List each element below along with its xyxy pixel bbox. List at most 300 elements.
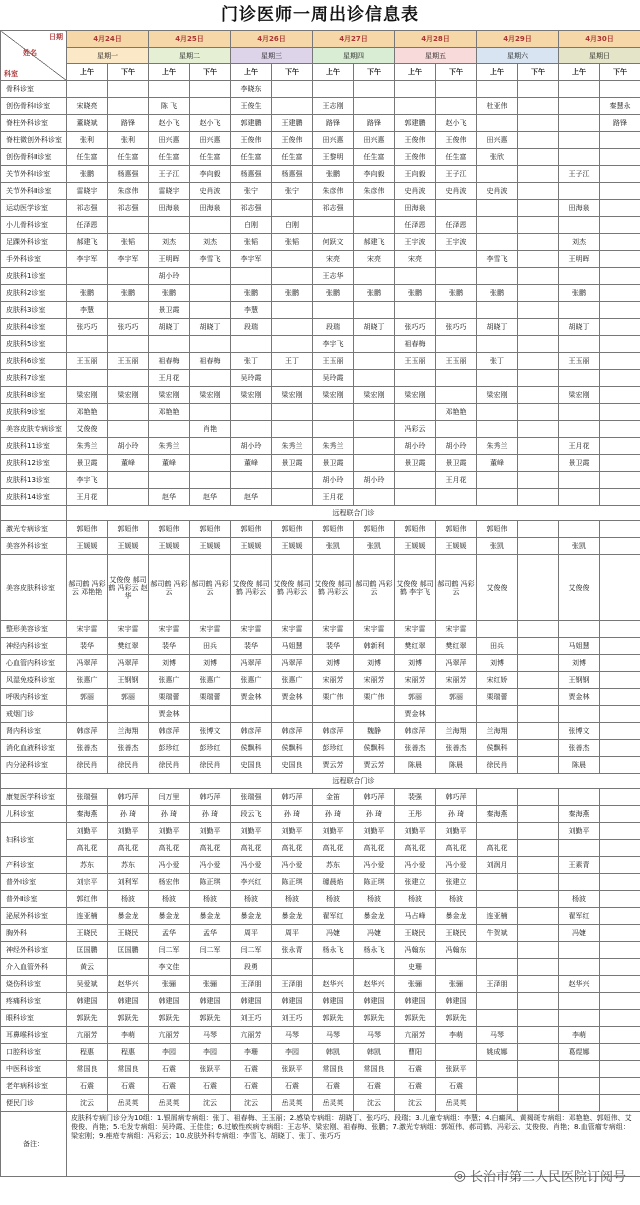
doctor-cell: 李园 <box>190 1044 231 1061</box>
doctor-cell: 孙 琦 <box>436 806 477 823</box>
doctor-cell: 冯翠萍 <box>67 655 108 672</box>
doctor-cell: 田兴惠 <box>313 132 354 149</box>
doctor-cell: 贾金林 <box>559 689 600 706</box>
doctor-cell: 马姐慧 <box>272 638 313 655</box>
doctor-cell: 郭跃先 <box>313 1010 354 1027</box>
doctor-cell: 宋红娇 <box>477 672 518 689</box>
doctor-cell: 张善杰 <box>67 740 108 757</box>
date-cell: 4月24日 <box>67 31 149 48</box>
doctor-cell <box>600 857 640 874</box>
weekday-cell: 星期三 <box>231 48 313 64</box>
doctor-cell: 田兴惠 <box>354 132 395 149</box>
table-row <box>1 1044 640 1061</box>
doctor-cell: 张鹏 <box>149 285 190 302</box>
doctor-cell <box>477 1078 518 1095</box>
doctor-cell: 张鹏 <box>477 285 518 302</box>
doctor-cell <box>190 455 231 472</box>
doctor-cell <box>190 706 231 723</box>
doctor-cell: 梁宏刚 <box>395 387 436 404</box>
dept-name: 骨科诊室 <box>1 81 67 98</box>
table-row <box>1 638 640 655</box>
doctor-cell: 王媛媛 <box>67 538 108 555</box>
doctor-cell <box>436 336 477 353</box>
doctor-cell: 高礼花 <box>477 840 518 857</box>
doctor-cell: 王黎明 <box>313 149 354 166</box>
doctor-cell <box>190 285 231 302</box>
doctor-cell: 郭姮伟 <box>149 521 190 538</box>
table-row <box>1 489 640 506</box>
doctor-cell: 路锋 <box>108 115 149 132</box>
doctor-cell: 梁宏刚 <box>354 387 395 404</box>
doctor-cell: 郝建飞 <box>354 234 395 251</box>
doctor-cell: 杨永飞 <box>354 942 395 959</box>
doctor-cell: 景卫霞 <box>149 302 190 319</box>
doctor-cell <box>518 925 559 942</box>
doctor-cell: 刘勤平 <box>354 823 395 840</box>
dept-name: 皮肤科9诊室 <box>1 404 67 421</box>
dept-name: 疼痛科诊室 <box>1 993 67 1010</box>
doctor-cell: 张凯 <box>313 538 354 555</box>
doctor-cell: 祁志强 <box>67 200 108 217</box>
doctor-cell: 任生富 <box>231 149 272 166</box>
doctor-cell: 杨永飞 <box>313 942 354 959</box>
doctor-cell <box>149 472 190 489</box>
doctor-cell: 吴玲霞 <box>313 370 354 387</box>
doctor-cell: 梁宏刚 <box>67 387 108 404</box>
doctor-cell: 高礼花 <box>272 840 313 857</box>
doctor-cell: 朱秀兰 <box>313 438 354 455</box>
doctor-cell: 王玉丽 <box>108 353 149 370</box>
doctor-cell <box>518 1044 559 1061</box>
doctor-cell: 王宇波 <box>395 234 436 251</box>
doctor-cell <box>600 672 640 689</box>
date-cell: 4月27日 <box>313 31 395 48</box>
doctor-cell <box>600 268 640 285</box>
doctor-cell <box>559 1061 600 1078</box>
doctor-cell: 张巧巧 <box>395 319 436 336</box>
doctor-cell: 郭红伟 <box>67 891 108 908</box>
doctor-cell: 景卫霞 <box>67 455 108 472</box>
doctor-cell: 吴爱斌 <box>67 976 108 993</box>
doctor-cell: 任生富 <box>436 149 477 166</box>
doctor-cell: 暴金龙 <box>190 908 231 925</box>
doctor-cell <box>354 489 395 506</box>
doctor-cell: 郭丽 <box>436 689 477 706</box>
doctor-cell: 李园 <box>149 1044 190 1061</box>
dept-name: 中医科诊室 <box>1 1061 67 1078</box>
doctor-cell: 连亚楠 <box>67 908 108 925</box>
doctor-cell: 王媛媛 <box>108 538 149 555</box>
doctor-cell: 高礼花 <box>313 840 354 857</box>
doctor-cell <box>559 183 600 200</box>
doctor-cell: 马琴 <box>313 1027 354 1044</box>
doctor-cell: 胡晓丁 <box>559 319 600 336</box>
doctor-cell: 郭姮伟 <box>313 521 354 538</box>
doctor-cell: 刘宗平 <box>67 874 108 891</box>
doctor-cell <box>149 336 190 353</box>
doctor-cell <box>600 976 640 993</box>
doctor-cell <box>313 404 354 421</box>
doctor-cell: 王子江 <box>559 166 600 183</box>
doctor-cell <box>559 115 600 132</box>
doctor-cell: 艾俊俊 <box>559 555 600 621</box>
doctor-cell: 路锋 <box>313 115 354 132</box>
table-row <box>1 655 640 672</box>
doctor-cell: 栗瑞蕾 <box>149 689 190 706</box>
doctor-cell <box>559 472 600 489</box>
doctor-cell <box>518 336 559 353</box>
doctor-cell <box>395 98 436 115</box>
doctor-cell: 景卫霞 <box>395 455 436 472</box>
doctor-cell: 刘勤平 <box>395 823 436 840</box>
table-row <box>1 166 640 183</box>
doctor-cell: 王晓民 <box>108 925 149 942</box>
doctor-cell <box>313 421 354 438</box>
doctor-cell: 陈晨 <box>559 757 600 774</box>
doctor-cell: 李向毅 <box>190 166 231 183</box>
doctor-cell <box>559 268 600 285</box>
doctor-cell: 肖艳 <box>190 421 231 438</box>
doctor-cell: 王月花 <box>313 489 354 506</box>
doctor-cell: 景卫霞 <box>272 455 313 472</box>
doctor-cell <box>518 115 559 132</box>
doctor-cell <box>477 336 518 353</box>
doctor-cell: 张善杰 <box>108 740 149 757</box>
am-header: 上午 <box>313 64 354 81</box>
doctor-cell: 张骊 <box>190 976 231 993</box>
doctor-cell: 张鹏 <box>67 285 108 302</box>
doctor-cell: 张宁 <box>272 183 313 200</box>
doctor-cell <box>518 976 559 993</box>
doctor-cell: 韩凯 <box>313 1044 354 1061</box>
doctor-cell: 王月花 <box>67 489 108 506</box>
table-row <box>1 1095 640 1112</box>
doctor-cell: 李兴红 <box>231 874 272 891</box>
doctor-cell <box>518 942 559 959</box>
dept-name: 耳鼻喉科诊室 <box>1 1027 67 1044</box>
schedule-table <box>0 30 640 1177</box>
doctor-cell: 李慧 <box>231 302 272 319</box>
doctor-cell: 秦海燕 <box>559 806 600 823</box>
doctor-cell: 王媛媛 <box>395 538 436 555</box>
doctor-cell: 李宇军 <box>108 251 149 268</box>
doctor-cell <box>600 404 640 421</box>
doctor-cell <box>272 319 313 336</box>
doctor-cell: 梁宏刚 <box>559 387 600 404</box>
doctor-cell <box>600 1010 640 1027</box>
doctor-cell: 王媛媛 <box>272 538 313 555</box>
doctor-cell: 石震 <box>67 1078 108 1095</box>
doctor-cell: 贾金林 <box>395 706 436 723</box>
doctor-cell: 田兴惠 <box>477 132 518 149</box>
table-row <box>1 538 640 555</box>
doctor-cell: 李宇飞 <box>313 336 354 353</box>
doctor-cell <box>518 1010 559 1027</box>
doctor-cell: 刘王巧 <box>231 1010 272 1027</box>
doctor-cell: 冯彩云 <box>395 421 436 438</box>
dept-name: 激光专病诊室 <box>1 521 67 538</box>
doctor-cell: 张巧巧 <box>108 319 149 336</box>
doctor-cell: 梁宏刚 <box>477 387 518 404</box>
table-row <box>1 268 640 285</box>
doctor-cell <box>518 538 559 555</box>
doctor-cell: 裴华 <box>231 638 272 655</box>
doctor-cell <box>436 959 477 976</box>
doctor-cell: 周平 <box>272 925 313 942</box>
doctor-cell <box>518 200 559 217</box>
doctor-cell: 郭姮伟 <box>272 521 313 538</box>
doctor-cell: 冯小爱 <box>395 857 436 874</box>
doctor-cell: 张博文 <box>559 723 600 740</box>
doctor-cell <box>518 472 559 489</box>
doctor-cell <box>313 959 354 976</box>
doctor-cell <box>600 251 640 268</box>
doctor-cell: 匡国鹏 <box>108 942 149 959</box>
dept-name: 皮肤科12诊室 <box>1 455 67 472</box>
doctor-cell: 翟军红 <box>313 908 354 925</box>
doctor-cell <box>272 706 313 723</box>
doctor-cell <box>518 98 559 115</box>
doctor-cell: 马占峰 <box>395 908 436 925</box>
doctor-cell <box>108 489 149 506</box>
doctor-cell: 郝司鹤 冯彩云 邓艳艳 <box>67 555 108 621</box>
doctor-cell: 岳灵英 <box>149 1095 190 1112</box>
doctor-cell: 常国良 <box>313 1061 354 1078</box>
doctor-cell: 张利 <box>108 132 149 149</box>
doctor-cell: 曹阳 <box>395 1044 436 1061</box>
doctor-cell <box>518 621 559 638</box>
doctor-cell <box>108 706 149 723</box>
doctor-cell: 吴玲霞 <box>231 370 272 387</box>
doctor-cell: 韩彦萍 <box>395 723 436 740</box>
doctor-cell <box>354 438 395 455</box>
doctor-cell: 王俊伟 <box>272 132 313 149</box>
doctor-cell: 李向毅 <box>354 166 395 183</box>
am-header: 上午 <box>231 64 272 81</box>
am-header: 上午 <box>149 64 190 81</box>
doctor-cell <box>518 404 559 421</box>
doctor-cell: 亢丽芳 <box>231 1027 272 1044</box>
doctor-cell: 刘博 <box>395 655 436 672</box>
dept-name: 皮肤科1诊室 <box>1 268 67 285</box>
doctor-cell <box>600 993 640 1010</box>
doctor-cell: 石震 <box>149 1061 190 1078</box>
doctor-cell <box>518 1061 559 1078</box>
doctor-cell: 胡晓丁 <box>149 319 190 336</box>
doctor-cell <box>272 472 313 489</box>
doctor-cell: 赵华 <box>190 489 231 506</box>
doctor-cell: 金笛 <box>313 789 354 806</box>
doctor-cell: 冯小爱 <box>231 857 272 874</box>
doctor-cell: 张惠广 <box>149 672 190 689</box>
doctor-cell: 杨波 <box>108 891 149 908</box>
doctor-cell: 郭跃先 <box>436 1010 477 1027</box>
doctor-cell: 王玉丽 <box>67 353 108 370</box>
doctor-cell <box>436 98 477 115</box>
doctor-cell: 张永青 <box>272 942 313 959</box>
doctor-cell: 胡小玲 <box>231 438 272 455</box>
table-row <box>1 555 640 621</box>
doctor-cell: 雷晓宇 <box>67 183 108 200</box>
doctor-cell <box>354 370 395 387</box>
wechat-icon: ◎ <box>453 1167 466 1184</box>
doctor-cell: 张鹏 <box>313 285 354 302</box>
doctor-cell: 徐民肖 <box>190 757 231 774</box>
table-row <box>1 115 640 132</box>
doctor-cell: 郝司鹤 冯彩云 <box>354 555 395 621</box>
doctor-cell: 田兴惠 <box>190 132 231 149</box>
table-row <box>1 823 640 840</box>
doctor-cell: 赵华 <box>231 489 272 506</box>
doctor-cell: 常国良 <box>67 1061 108 1078</box>
doctor-cell: 梁宏刚 <box>149 387 190 404</box>
doctor-cell: 刘勤平 <box>190 823 231 840</box>
table-row <box>1 993 640 1010</box>
doctor-cell: 郭姮伟 <box>395 521 436 538</box>
doctor-cell: 胡小玲 <box>354 472 395 489</box>
doctor-cell: 张鹏 <box>395 285 436 302</box>
dept-name: 产科诊室 <box>1 857 67 874</box>
doctor-cell <box>518 302 559 319</box>
doctor-cell <box>600 638 640 655</box>
doctor-cell: 石震 <box>231 1061 272 1078</box>
doctor-cell: 苏东 <box>67 857 108 874</box>
doctor-cell: 刘杰 <box>149 234 190 251</box>
doctor-cell: 刘博 <box>354 655 395 672</box>
doctor-cell <box>518 455 559 472</box>
pm-header: 下午 <box>354 64 395 81</box>
doctor-cell: 赵华兴 <box>108 976 149 993</box>
dept-name: 肾内科诊室 <box>1 723 67 740</box>
doctor-cell: 朱秀兰 <box>477 438 518 455</box>
weekday-cell: 星期二 <box>149 48 231 64</box>
doctor-cell: 郭跃先 <box>149 1010 190 1027</box>
doctor-cell: 李萌 <box>436 1027 477 1044</box>
dept-name: 关节外科Ⅰ诊室 <box>1 166 67 183</box>
doctor-cell: 秦慧永 <box>600 98 640 115</box>
doctor-cell <box>108 370 149 387</box>
doctor-cell: 孙 琦 <box>272 806 313 823</box>
weekday-cell: 星期日 <box>559 48 640 64</box>
doctor-cell <box>600 132 640 149</box>
table-row <box>1 621 640 638</box>
doctor-cell: 宋宇雷 <box>272 621 313 638</box>
doctor-cell: 王建鹏 <box>272 115 313 132</box>
doctor-cell <box>600 1061 640 1078</box>
header-corner <box>1 31 67 81</box>
doctor-cell <box>600 217 640 234</box>
doctor-cell: 杨惠强 <box>108 166 149 183</box>
doctor-cell <box>272 336 313 353</box>
doctor-cell: 王子江 <box>149 166 190 183</box>
doctor-cell <box>477 370 518 387</box>
doctor-cell <box>436 1044 477 1061</box>
doctor-cell <box>190 268 231 285</box>
doctor-cell: 宋宇雷 <box>149 621 190 638</box>
doctor-cell <box>190 959 231 976</box>
doctor-cell <box>600 908 640 925</box>
doctor-cell <box>436 370 477 387</box>
doctor-cell: 赵华兴 <box>354 976 395 993</box>
pm-header: 下午 <box>518 64 559 81</box>
doctor-cell: 郭丽 <box>108 689 149 706</box>
dept-label: 科室 <box>4 70 18 78</box>
doctor-cell: 景卫霞 <box>559 455 600 472</box>
doctor-cell <box>518 285 559 302</box>
page-title: 门诊医师一周出诊信息表 <box>221 5 419 25</box>
doctor-cell <box>518 1027 559 1044</box>
doctor-cell <box>559 621 600 638</box>
date-label: 日期 <box>49 33 63 41</box>
doctor-cell: 韩巧萍 <box>108 789 149 806</box>
doctor-cell: 史珊 <box>395 959 436 976</box>
doctor-cell: 栗广伟 <box>313 689 354 706</box>
dept-name: 泌尿外科诊室 <box>1 908 67 925</box>
doctor-cell <box>600 234 640 251</box>
doctor-cell <box>477 942 518 959</box>
doctor-cell: 冯小爱 <box>436 857 477 874</box>
doctor-cell <box>518 438 559 455</box>
table-row <box>1 959 640 976</box>
table-row <box>1 672 640 689</box>
doctor-cell: 杜亚伟 <box>477 98 518 115</box>
doctor-cell <box>518 857 559 874</box>
doctor-cell <box>518 268 559 285</box>
doctor-cell: 张凯 <box>559 538 600 555</box>
doctor-cell <box>272 404 313 421</box>
doctor-cell: 牛贺斌 <box>477 925 518 942</box>
doctor-cell <box>559 1010 600 1027</box>
doctor-cell: 李宇军 <box>231 251 272 268</box>
doctor-cell: 徐民肖 <box>477 757 518 774</box>
doctor-cell <box>518 959 559 976</box>
doctor-cell: 郝司鹤 冯彩云 <box>190 555 231 621</box>
doctor-cell <box>190 217 231 234</box>
doctor-cell <box>559 840 600 857</box>
doctor-cell: 王玉丽 <box>559 353 600 370</box>
doctor-cell: 张鹏 <box>231 285 272 302</box>
dept-name: 神经内科诊室 <box>1 638 67 655</box>
table-row <box>1 149 640 166</box>
doctor-cell <box>559 217 600 234</box>
dept-name: 心血管内科诊室 <box>1 655 67 672</box>
doctor-cell <box>477 421 518 438</box>
table-row <box>1 251 640 268</box>
doctor-cell <box>600 959 640 976</box>
doctor-cell: 栗瑞蕾 <box>190 689 231 706</box>
doctor-cell <box>518 81 559 98</box>
doctor-cell: 路锋 <box>354 115 395 132</box>
am-header: 上午 <box>559 64 600 81</box>
dept-name: 妇科诊室 <box>1 823 67 857</box>
table-row <box>1 370 640 387</box>
doctor-cell: 彭珍红 <box>190 740 231 757</box>
doctor-cell: 王泽朋 <box>272 976 313 993</box>
doctor-cell: 冯翠萍 <box>272 655 313 672</box>
doctor-cell: 王媛媛 <box>149 538 190 555</box>
doctor-cell: 王明晖 <box>149 251 190 268</box>
doctor-cell <box>272 489 313 506</box>
table-row <box>1 740 640 757</box>
doctor-cell <box>518 132 559 149</box>
doctor-cell <box>600 706 640 723</box>
doctor-cell: 郭姮伟 <box>354 521 395 538</box>
doctor-cell: 杨波 <box>395 891 436 908</box>
table-row <box>1 891 640 908</box>
dept-name: 康复医学科诊室 <box>1 789 67 806</box>
table-row <box>1 217 640 234</box>
doctor-cell <box>559 789 600 806</box>
